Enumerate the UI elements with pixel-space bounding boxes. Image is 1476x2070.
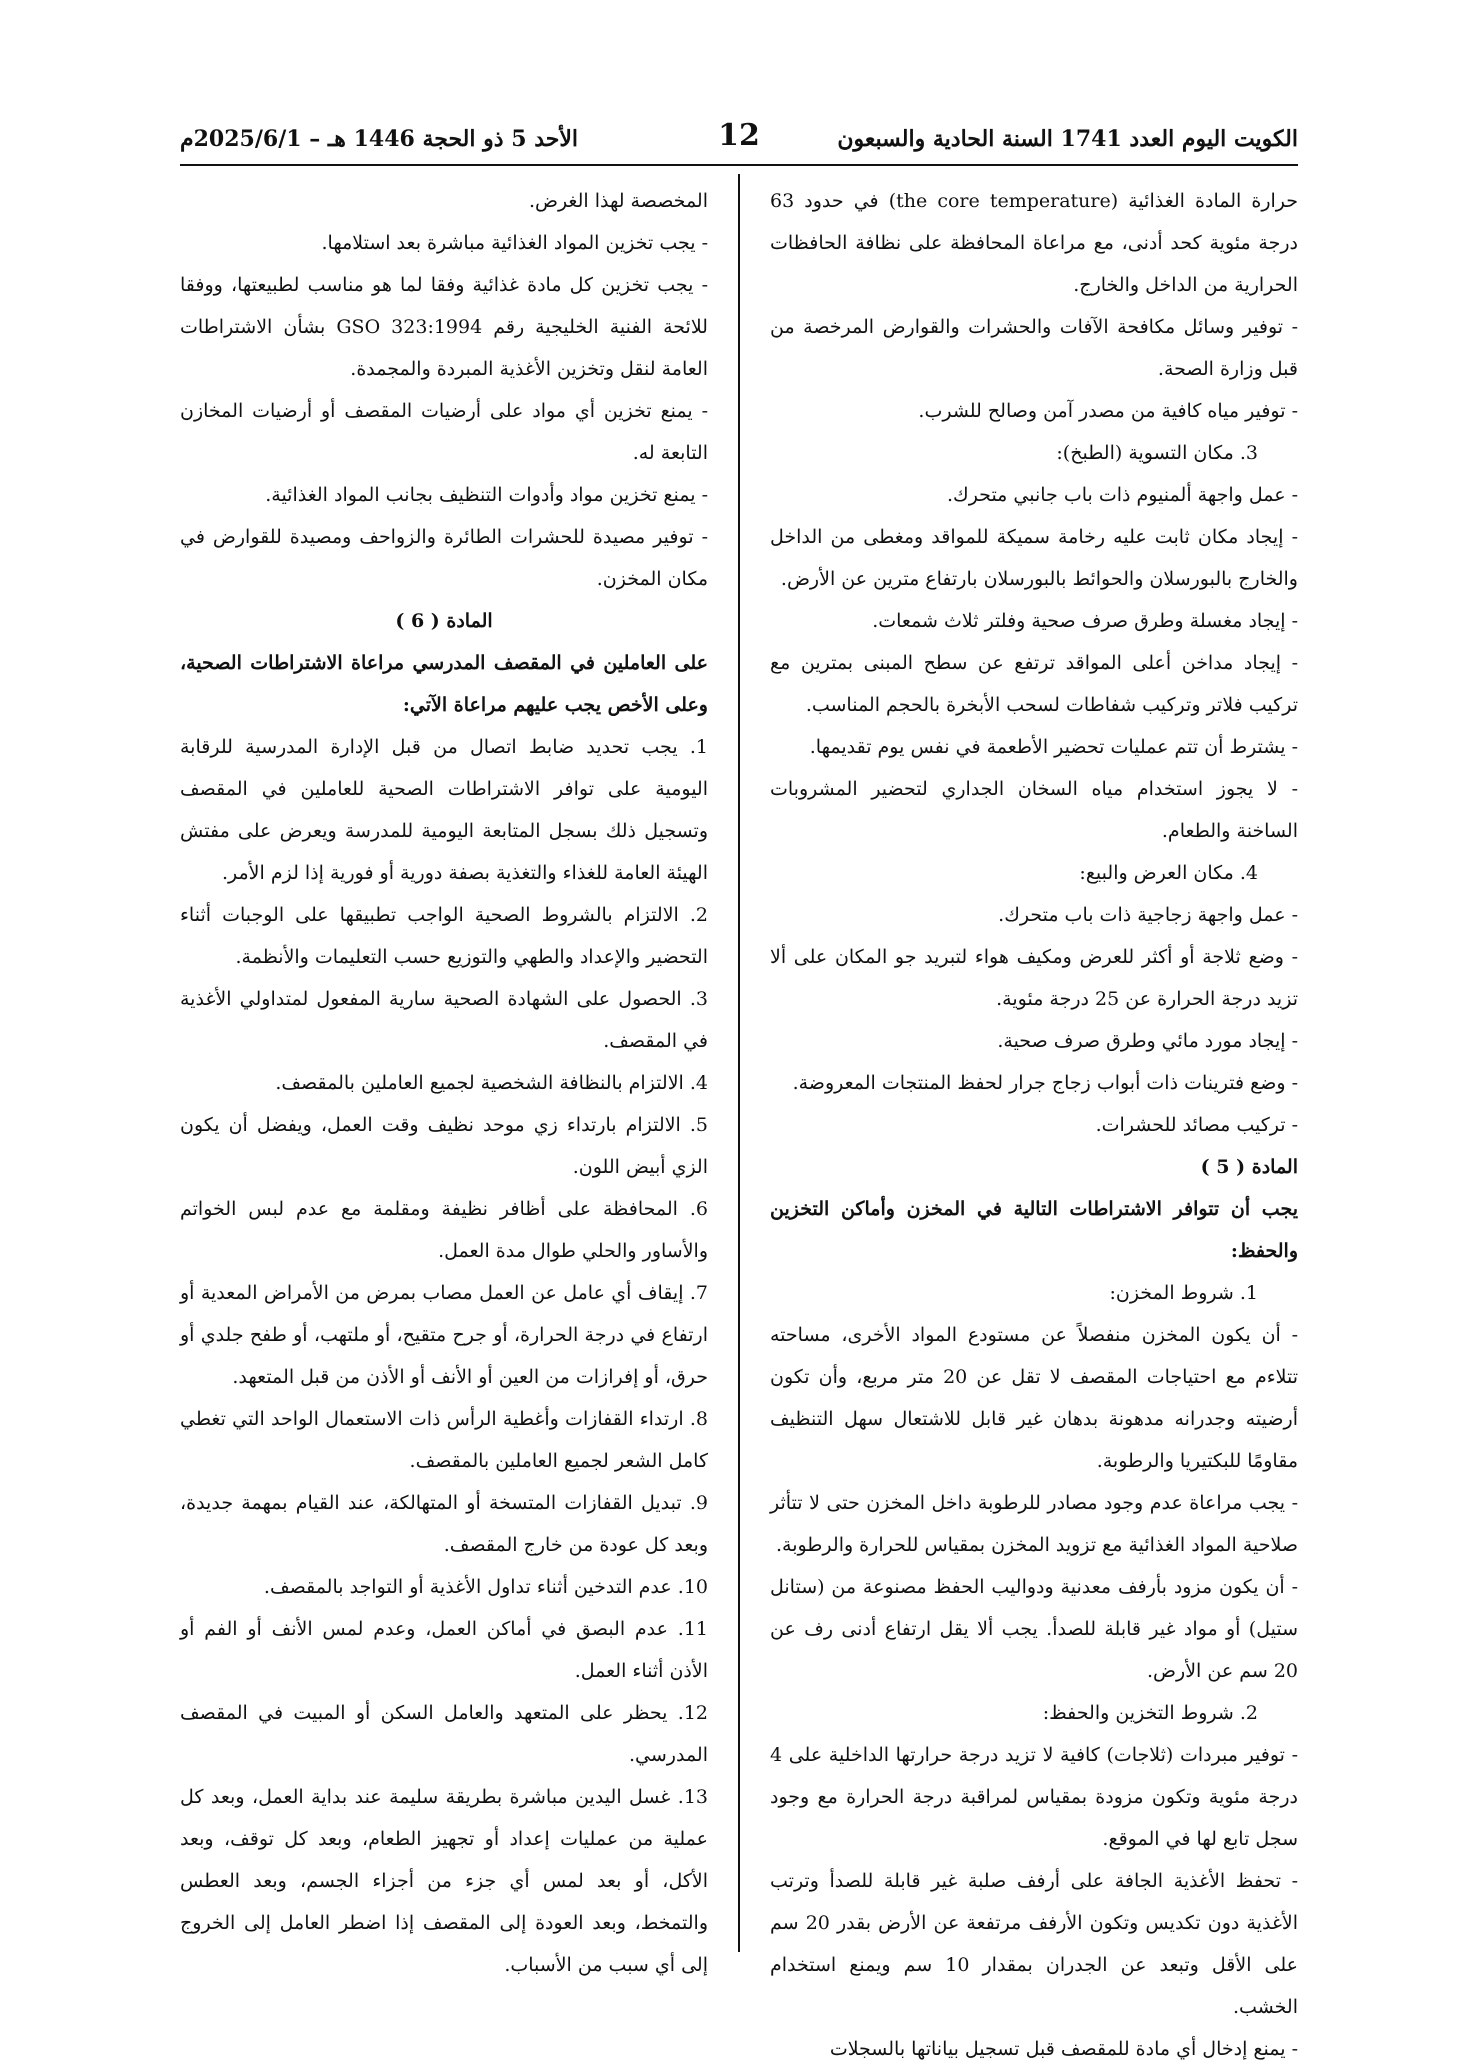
section-heading: 3. مكان التسوية (الطبخ):: [1056, 442, 1258, 464]
page-number: 12: [718, 118, 760, 153]
paragraph: 8. ارتداء القفازات وأغطية الرأس ذات الاستعمال الواحد التي تغطي كامل الشعر لجميع العاملين بالمقصف.: [180, 1408, 708, 1472]
paragraph: - يمنع إدخال أي مادة للمقصف قبل تسجيل بياناتها بالسجلات: [829, 2038, 1298, 2060]
paragraph: - إيجاد مورد مائي وطرق صرف صحية.: [997, 1030, 1298, 1052]
paragraph: - أن يكون المخزن منفصلاً عن مستودع المواد الأخرى، مساحته تتلاءم مع احتياجات المقصف لا تقل عن 20 متر مربع، وأن تكون أرضيته وجدرانه مدهونة بدهان غير قابل للاشتعال سهل التنظيف مقاومًا للبكتيريا والرطوبة.: [770, 1324, 1299, 1472]
paragraph: - توفير مياه كافية من مصدر آمن وصالح للشرب.: [918, 400, 1298, 422]
publication-issue: الكويت اليوم العدد 1741 السنة الحادية والسبعون: [837, 126, 1298, 152]
paragraph: 2. الالتزام بالشروط الصحية الواجب تطبيقها على الوجبات أثناء التحضير والإعداد والطهي والتوزيع حسب التعليمات والأنظمة.: [180, 904, 708, 968]
paragraph: 5. الالتزام بارتداء زي موحد نظيف وقت العمل، ويفضل أن يكون الزي أبيض اللون.: [180, 1114, 708, 1178]
paragraph: - يجب مراعاة عدم وجود مصادر للرطوبة داخل المخزن حتى لا تتأثر صلاحية المواد الغذائية مع تزويد المخزن بمقياس للحرارة والرطوبة.: [770, 1492, 1298, 1556]
paragraph: - عمل واجهة زجاجية ذات باب متحرك.: [998, 904, 1298, 926]
paragraph: يجب أن تتوافر الاشتراطات التالية في المخزن وأماكن التخزين والحفظ:: [770, 1198, 1298, 1262]
paragraph: - وضع ثلاجة أو أكثر للعرض ومكيف هواء لتبريد جو المكان على ألا تزيد درجة الحرارة عن 25 درجة مئوية.: [770, 946, 1298, 1010]
paragraph: - يجب تخزين المواد الغذائية مباشرة بعد استلامها.: [321, 232, 708, 254]
left-column: [180, 180, 708, 1986]
paragraph: - يمنع تخزين مواد وأدوات التنظيف بجانب المواد الغذائية.: [265, 484, 708, 506]
paragraph: - توفير مبردات (ثلاجات) كافية لا تزيد درجة حرارتها الداخلية على 4 درجة مئوية وتكون مزودة بمقياس لمراقبة درجة الحرارة مع وجود سجل تابع لها في الموقع.: [770, 1744, 1298, 1850]
paragraph: - توفير مصيدة للحشرات الطائرة والزواحف ومصيدة للقوارض في مكان المخزن.: [180, 526, 708, 590]
paragraph: 12. يحظر على المتعهد والعامل السكن أو المبيت في المقصف المدرسي.: [180, 1702, 708, 1766]
right-column: [770, 180, 1298, 2070]
paragraph: 9. تبديل القفازات المتسخة أو المتهالكة، عند القيام بمهمة جديدة، وبعد كل عودة من خارج المقصف.: [180, 1492, 708, 1556]
paragraph: - إيجاد مغسلة وطرق صرف صحية وفلتر ثلاث شمعات.: [872, 610, 1298, 632]
column-divider: [738, 174, 740, 1952]
paragraph: على العاملين في المقصف المدرسي مراعاة الاشتراطات الصحية، وعلى الأخص يجب عليهم مراعاة الآتي:: [180, 652, 708, 716]
paragraph: 10. عدم التدخين أثناء تداول الأغذية أو التواجد بالمقصف.: [263, 1576, 708, 1598]
paragraph: المخصصة لهذا الغرض.: [528, 190, 708, 212]
issue-date: الأحد 5 ذو الحجة 1446 هـ – 2025/6/1م: [180, 126, 579, 152]
section-heading: 2. شروط التخزين والحفظ:: [1042, 1702, 1258, 1724]
paragraph: - عمل واجهة ألمنيوم ذات باب جانبي متحرك.: [947, 484, 1298, 506]
paragraph: 4. الالتزام بالنظافة الشخصية لجميع العاملين بالمقصف.: [275, 1072, 708, 1094]
paragraph: 6. المحافظة على أظافر نظيفة ومقلمة مع عدم لبس الخواتم والأساور والحلي طوال مدة العمل.: [180, 1198, 708, 1262]
section-heading: 1. شروط المخزن:: [1109, 1282, 1258, 1304]
article-heading: المادة ( 5 ): [1200, 1156, 1298, 1178]
paragraph: - وضع فترينات ذات أبواب زجاج جرار لحفظ المنتجات المعروضة.: [792, 1072, 1298, 1094]
page-header: [180, 118, 1298, 162]
paragraph: - توفير وسائل مكافحة الآفات والحشرات والقوارض المرخصة من قبل وزارة الصحة.: [770, 316, 1298, 380]
paragraph: 7. إيقاف أي عامل عن العمل مصاب بمرض من الأمراض المعدية أو ارتفاع في درجة الحرارة، أو جرح متقيح، أو ملتهب، أو طفح جلدي أو حرق، أو إفرازات من العين أو الأنف أو الأذن من قبل المتعهد.: [180, 1282, 708, 1388]
paragraph: - أن يكون مزود بأرفف معدنية ودواليب الحفظ مصنوعة من (ستانل ستيل) أو مواد غير قابلة للصدأ. يجب ألا يقل ارتفاع أدنى رف عن 20 سم عن الأرض.: [770, 1576, 1298, 1682]
paragraph: - يجب تخزين كل مادة غذائية وفقا لما هو مناسب لطبيعتها، ووفقا للائحة الفنية الخليجية رقم GSO 323:1994 بشأن الاشتراطات العامة لنقل وتخزين الأغذية المبردة والمجمدة.: [180, 274, 708, 380]
paragraph: - تركيب مصائد للحشرات.: [1095, 1114, 1298, 1136]
paragraph: - إيجاد مكان ثابت عليه رخامة سميكة للمواقد ومغطى من الداخل والخارج بالبورسلان والحوائط بالبورسلان بارتفاع مترين عن الأرض.: [770, 526, 1298, 590]
header-rule: [180, 164, 1298, 166]
paragraph: - لا يجوز استخدام مياه السخان الجداري لتحضير المشروبات الساخنة والطعام.: [770, 778, 1298, 842]
article-heading: المادة ( 6 ): [395, 610, 493, 632]
paragraph: 1. يجب تحديد ضابط اتصال من قبل الإدارة المدرسية للرقابة اليومية على توافر الاشتراطات الصحية للعاملين في المقصف وتسجيل ذلك بسجل المتابعة اليومية للمدرسة ويعرض على مفتش الهيئة العامة للغذاء والتغذية بصفة دورية أو فورية إذا لزم الأمر.: [180, 736, 708, 884]
paragraph: - يمنع تخزين أي مواد على أرضيات المقصف أو أرضيات المخازن التابعة له.: [180, 400, 708, 464]
paragraph: 13. غسل اليدين مباشرة بطريقة سليمة عند بداية العمل، وبعد كل عملية من عمليات إعداد أو تجهيز الطعام، وبعد كل توقف، وبعد الأكل، أو بعد لمس أي جزء من أجزاء الجسم، وبعد العطس والتمخط، وبعد العودة إلى المقصف إذا اضطر العامل إلى الخروج إلى أي سبب من الأسباب.: [180, 1786, 708, 1976]
section-heading: 4. مكان العرض والبيع:: [1079, 862, 1258, 884]
paragraph: - إيجاد مداخن أعلى المواقد ترتفع عن سطح المبنى بمترين مع تركيب فلاتر وتركيب شفاطات لسحب الأبخرة بالحجم المناسب.: [770, 652, 1299, 716]
paragraph: حرارة المادة الغذائية (the core temperature) في حدود 63 درجة مئوية كحد أدنى، مع مراعاة المحافظة على نظافة الحافظات الحرارية من الداخل والخارج.: [770, 190, 1299, 296]
paragraph: 3. الحصول على الشهادة الصحية سارية المفعول لمتداولي الأغذية في المقصف.: [180, 988, 708, 1052]
paragraph: - تحفظ الأغذية الجافة على أرفف صلبة غير قابلة للصدأ وترتب الأغذية دون تكديس وتكون الأرفف مرتفعة عن الأرض بقدر 20 سم على الأقل وتبعد عن الجدران بمقدار 10 سم ويمنع استخدام الخشب.: [770, 1870, 1299, 2018]
paragraph: 11. عدم البصق في أماكن العمل، وعدم لمس الأنف أو الفم أو الأذن أثناء العمل.: [180, 1618, 708, 1682]
paragraph: - يشترط أن تتم عمليات تحضير الأطعمة في نفس يوم تقديمها.: [809, 736, 1298, 758]
